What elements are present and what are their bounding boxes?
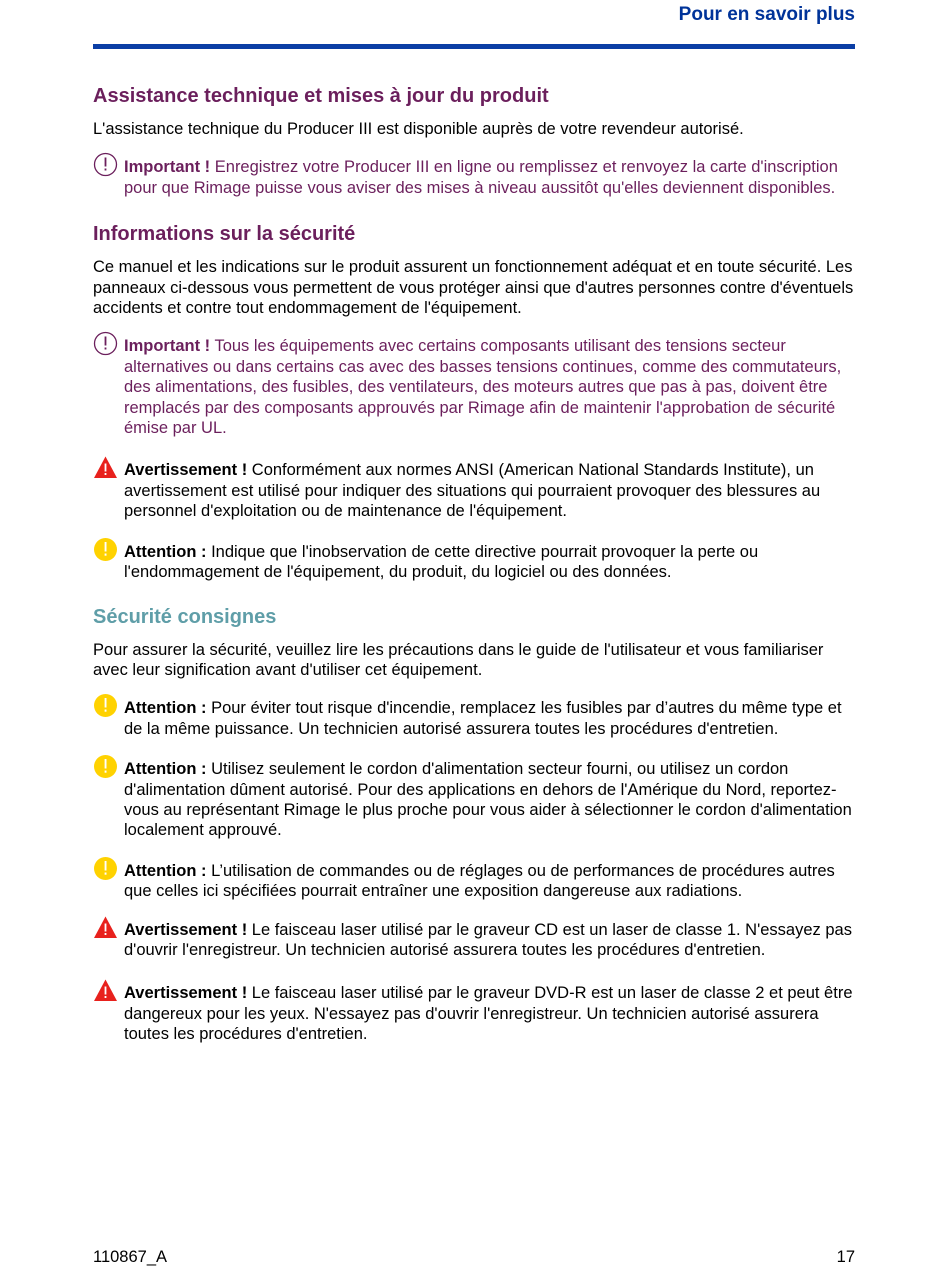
note-lead: Attention : (124, 542, 207, 561)
important-note (93, 336, 855, 438)
note-text: L’utilisation de commandes ou de réglages ou de performances de procédures autres que celles ici spécifiées pourrait entraîner une exposition dangereuse aux radiations. (124, 861, 835, 901)
caution-circle-icon (93, 693, 118, 718)
note-text: Le faisceau laser utilisé par le graveur CD est un laser de classe 1. N'essayez pas d'ouvrir l'enregistreur. Un technicien autorisé assurera toutes les procédures d'entretien. (124, 920, 852, 959)
caution-note (93, 542, 855, 583)
warning-note (93, 983, 855, 1044)
page-content (93, 84, 855, 1065)
note-text: Utilisez seulement le cordon d'alimentation secteur fourni, ou utilisez un cordon d'alimentation dûment autorisé. Pour des applications en dehors de l'Amérique du Nord, reportez-vous au représentant Rimage le plus proche pour vous aider à sélectionner le cordon d'alimentation localement approuvé. (124, 760, 852, 840)
note-text: Conformément aux normes ANSI (American National Standards Institute), un avertissement est utilisé pour indiquer des situations qui pourraient provoquer des blessures au personnel d'exploitation ou de maintenance de l'équipement. (124, 461, 821, 521)
important-note (93, 157, 855, 198)
caution-circle-icon (93, 856, 118, 881)
note-text: Enregistrez votre Producer III en ligne ou remplissez et renvoyez la carte d'inscription pour que Rimage puisse vous aviser des mises à niveau aussitôt qu'elles deviennent disponibles. (124, 158, 838, 197)
important-icon (93, 331, 118, 356)
caution-circle-icon (93, 754, 118, 779)
note-lead: Avertissement ! (124, 461, 248, 480)
note-lead: Avertissement ! (124, 984, 248, 1003)
warning-triangle-icon (93, 915, 118, 940)
important-icon (93, 152, 118, 177)
caution-note (93, 698, 855, 739)
section-heading-safety-instructions: Sécurité consignes (93, 605, 277, 628)
warning-note (93, 920, 855, 961)
note-text: Pour éviter tout risque d'incendie, remplacez les fusibles par d’autres du même type et de la même puissance. Un technicien autorisé assurera toutes les procédures d'entretien. (124, 699, 842, 738)
page-number: 17 (836, 1248, 855, 1266)
section-heading-safety: Informations sur la sécurité (93, 223, 356, 246)
caution-note (93, 759, 855, 841)
warning-note (93, 460, 855, 521)
note-text: Le faisceau laser utilisé par le graveur DVD-R est un laser de classe 2 et peut être dangereux pour les yeux. N'essayez pas d'ouvrir l'enregistreur. Un technicien autorisé assurera toutes les procédures d'entretien. (124, 984, 853, 1044)
note-lead: Attention : (124, 760, 207, 779)
note-lead: Attention : (124, 861, 207, 880)
section-heading-support: Assistance technique et mises à jour du produit (93, 85, 549, 107)
page-header-title: Pour en savoir plus (678, 4, 855, 25)
document-number: 110867_A (93, 1248, 168, 1266)
warning-triangle-icon (93, 978, 118, 1003)
note-lead: Attention : (124, 699, 207, 718)
note-text: Tous les équipements avec certains composants utilisant des tensions secteur alternatives ou dans certains cas avec des basses tensions continues, comme des commutateurs, des alimentations, des fusibles, des ventilateurs, des moteurs autres que pas à pas, doivent être remplacés par des composants approuvés par Rimage afin de maintenir l'approbation de sécurité émise par UL. (124, 337, 842, 438)
caution-circle-icon (93, 537, 118, 562)
caution-note (93, 861, 855, 902)
note-lead: Important ! (124, 337, 211, 356)
note-lead: Important ! (124, 158, 211, 177)
header-divider (93, 44, 855, 49)
section-paragraph-safety: Ce manuel et les indications sur le produit assurent un fonctionnement adéquat et en toute sécurité. Les panneaux ci-dessous vous permettent de vous protéger ainsi que d'autres personnes contre d'éventuels accidents et contre tout endommagement de l'équipement. (93, 258, 854, 318)
section-paragraph-support: L'assistance technique du Producer III est disponible auprès de votre revendeur autorisé. (93, 120, 744, 138)
note-text: Indique que l'inobservation de cette directive pourrait provoquer la perte ou l'endommagement de l'équipement, du produit, du logiciel ou des données. (124, 542, 759, 582)
note-lead: Avertissement ! (124, 920, 248, 939)
section-paragraph-safety-instructions: Pour assurer la sécurité, veuillez lire les précautions dans le guide de l'utilisateur et vous familiariser avec leur signification avant d'utiliser cet équipement. (93, 640, 824, 679)
warning-triangle-icon (93, 455, 118, 480)
